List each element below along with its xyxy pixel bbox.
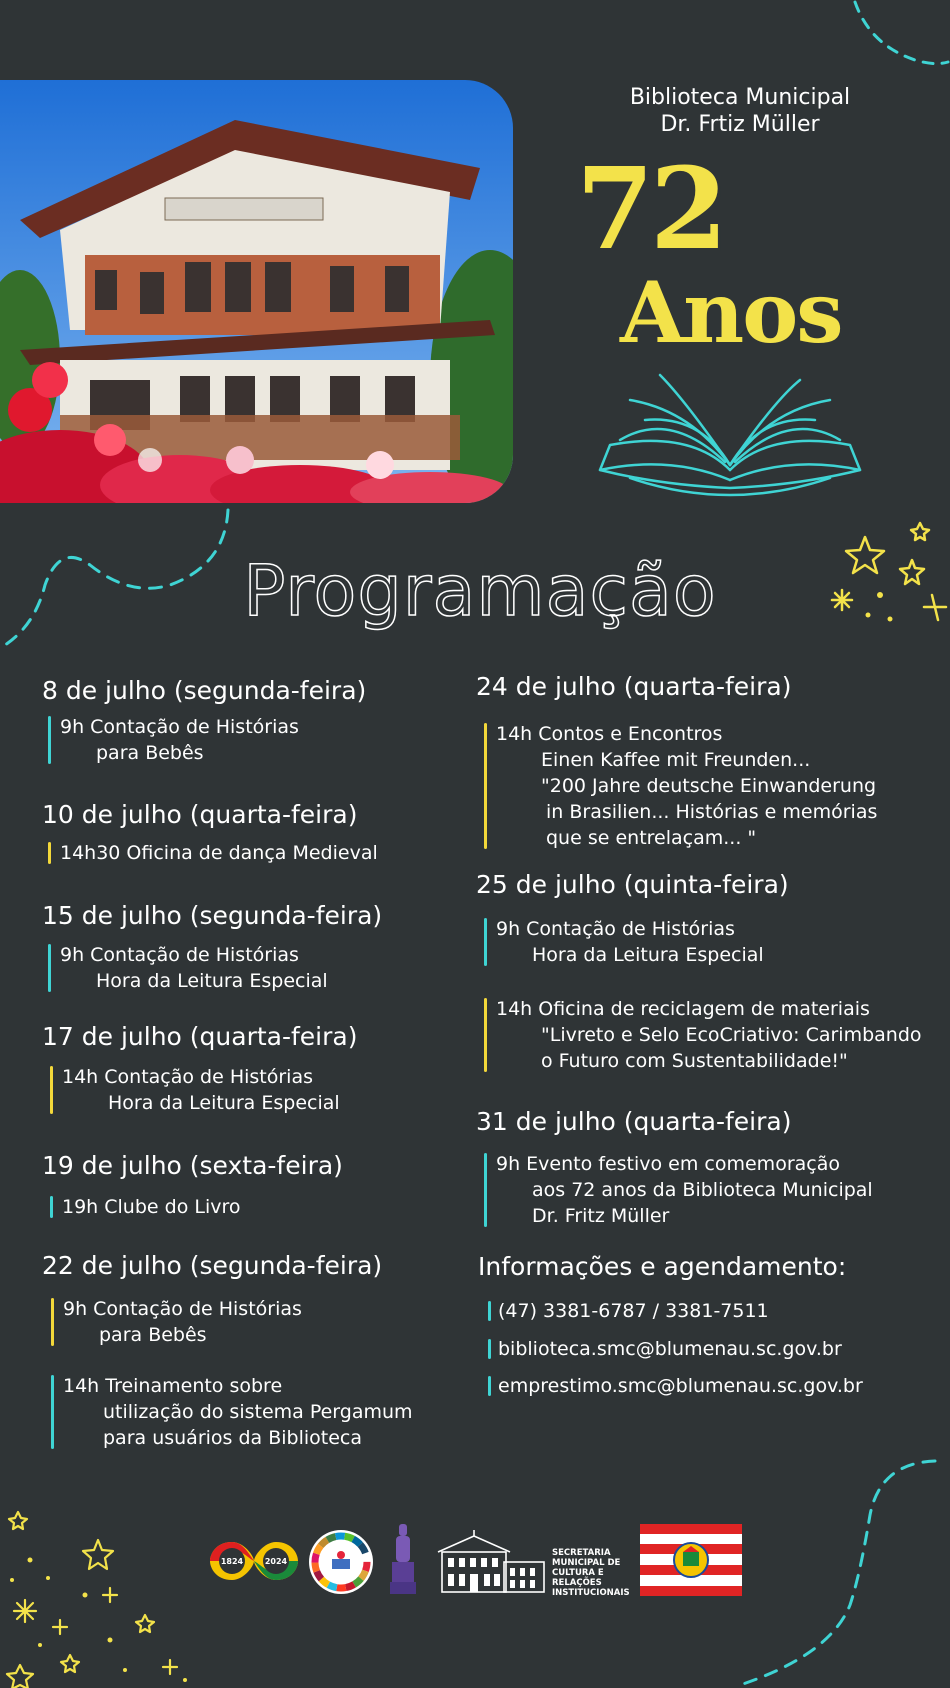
- event-item: [484, 916, 764, 968]
- event-line: aos 72 anos da Biblioteca Municipal: [532, 1179, 873, 1201]
- event-line: para Bebês: [96, 742, 204, 764]
- email-text: emprestimo.smc@blumenau.sc.gov.br: [498, 1375, 863, 1397]
- day-heading: 31 de julho (quarta-feira): [476, 1107, 792, 1136]
- event-bar: [48, 716, 51, 764]
- contact-bar: [488, 1339, 491, 1359]
- email-link-biblioteca[interactable]: [488, 1336, 842, 1362]
- event-bar: [48, 842, 51, 864]
- event-item: [48, 714, 299, 766]
- phone-text: (47) 3381-6787 / 3381-7511: [498, 1300, 769, 1322]
- secretaria-line: CULTURA E: [552, 1568, 604, 1578]
- event-line: que se entrelaçam... ": [546, 827, 757, 849]
- blumenau-flag-logo: [640, 1524, 742, 1596]
- day-heading: 15 de julho (segunda-feira): [42, 901, 383, 930]
- info-title: Informações e agendamento:: [478, 1252, 847, 1281]
- secretaria-line: RELAÇÕES: [552, 1578, 602, 1588]
- decorative-squiggle-top-right: [840, 0, 950, 80]
- statue-logo: [388, 1524, 418, 1596]
- event-bar: [51, 1298, 54, 1346]
- event-line: o Futuro com Sustentabilidade!": [541, 1050, 848, 1072]
- event-line: 9h Contação de Histórias: [60, 944, 299, 966]
- event-item: [48, 942, 328, 994]
- open-book-icon: [590, 370, 870, 500]
- day-heading: 25 de julho (quinta-feira): [476, 870, 789, 899]
- event-line: 14h30 Oficina de dança Medieval: [60, 842, 378, 864]
- sdg-wheel-logo: [308, 1529, 374, 1595]
- event-line: Hora da Leitura Especial: [532, 944, 764, 966]
- programacao-title: Programação: [243, 550, 717, 632]
- event-line: 14h Contos e Encontros: [496, 723, 723, 745]
- secretaria-line: MUNICIPAL DE: [552, 1558, 621, 1568]
- event-bar: [48, 944, 51, 992]
- event-bar: [51, 1375, 54, 1449]
- event-bar: [50, 1196, 53, 1218]
- day-heading: 22 de julho (segunda-feira): [42, 1251, 383, 1280]
- event-item: [48, 840, 378, 866]
- event-bar: [50, 1066, 53, 1114]
- anniversary-anos: Anos: [620, 263, 842, 362]
- secretaria-line: SECRETARIA: [552, 1548, 611, 1558]
- event-line: Hora da Leitura Especial: [108, 1092, 340, 1114]
- day-heading: 19 de julho (sexta-feira): [42, 1151, 343, 1180]
- event-line: Dr. Fritz Müller: [532, 1205, 670, 1227]
- anniversary-years: 72: [576, 144, 724, 275]
- secretaria-building-logo: [434, 1528, 550, 1598]
- phone-contact: [488, 1298, 769, 1324]
- event-line: 9h Contação de Histórias: [60, 716, 299, 738]
- library-name-line1: Biblioteca Municipal: [629, 85, 851, 110]
- event-line: 19h Clube do Livro: [62, 1196, 241, 1218]
- event-line: para usuários da Biblioteca: [103, 1427, 363, 1449]
- day-heading: 17 de julho (quarta-feira): [42, 1022, 358, 1051]
- decorative-squiggle-bottom-right: [720, 1455, 950, 1688]
- secretaria-logo-text: [552, 1548, 642, 1598]
- event-line: 9h Evento festivo em comemoração: [496, 1153, 840, 1175]
- event-line: "Livreto e Selo EcoCriativo: Carimbando: [541, 1024, 922, 1046]
- event-item: [484, 721, 877, 851]
- event-line: Hora da Leitura Especial: [96, 970, 328, 992]
- event-item: [50, 1194, 241, 1220]
- event-bar: [484, 723, 487, 849]
- stars-decoration-right: [820, 515, 950, 630]
- event-line: 14h Treinamento sobre: [63, 1375, 283, 1397]
- event-bar: [484, 998, 487, 1072]
- event-line: para Bebês: [99, 1324, 207, 1346]
- library-name: [560, 84, 920, 138]
- event-item: [484, 1151, 873, 1229]
- logo-year-right: 2024: [264, 1557, 288, 1566]
- library-name-line2: Dr. Frtiz Müller: [660, 112, 820, 137]
- event-line: Einen Kaffee mit Freunden...: [541, 749, 811, 771]
- day-heading: 24 de julho (quarta-feira): [476, 672, 792, 701]
- event-line: 9h Contação de Histórias: [63, 1298, 302, 1320]
- event-line: 14h Oficina de reciclagem de materiais: [496, 998, 870, 1020]
- event-line: 9h Contação de Histórias: [496, 918, 735, 940]
- blumenau-200-anos-logo: [208, 1536, 300, 1586]
- day-heading: 8 de julho (segunda-feira): [42, 676, 367, 705]
- stars-decoration-bottom-left: [0, 1500, 200, 1688]
- event-line: 14h Contação de Histórias: [62, 1066, 313, 1088]
- day-heading: 10 de julho (quarta-feira): [42, 800, 358, 829]
- email-text: biblioteca.smc@blumenau.sc.gov.br: [498, 1338, 842, 1360]
- event-item: [51, 1373, 413, 1451]
- event-line: in Brasilien... Histórias e memórias: [546, 801, 878, 823]
- event-bar: [484, 918, 487, 966]
- event-bar: [484, 1153, 487, 1227]
- event-line: "200 Jahre deutsche Einwanderung: [541, 775, 877, 797]
- contact-bar: [488, 1376, 491, 1396]
- event-line: utilização do sistema Pergamum: [103, 1401, 413, 1423]
- logo-year-left: 1824: [220, 1557, 244, 1566]
- library-building-photo: [0, 80, 513, 503]
- email-link-emprestimo[interactable]: [488, 1373, 863, 1399]
- event-item: [51, 1296, 302, 1348]
- contact-bar: [488, 1301, 491, 1321]
- secretaria-line: INSTITUCIONAIS: [552, 1588, 630, 1598]
- event-item: [50, 1064, 340, 1116]
- event-item: [484, 996, 922, 1074]
